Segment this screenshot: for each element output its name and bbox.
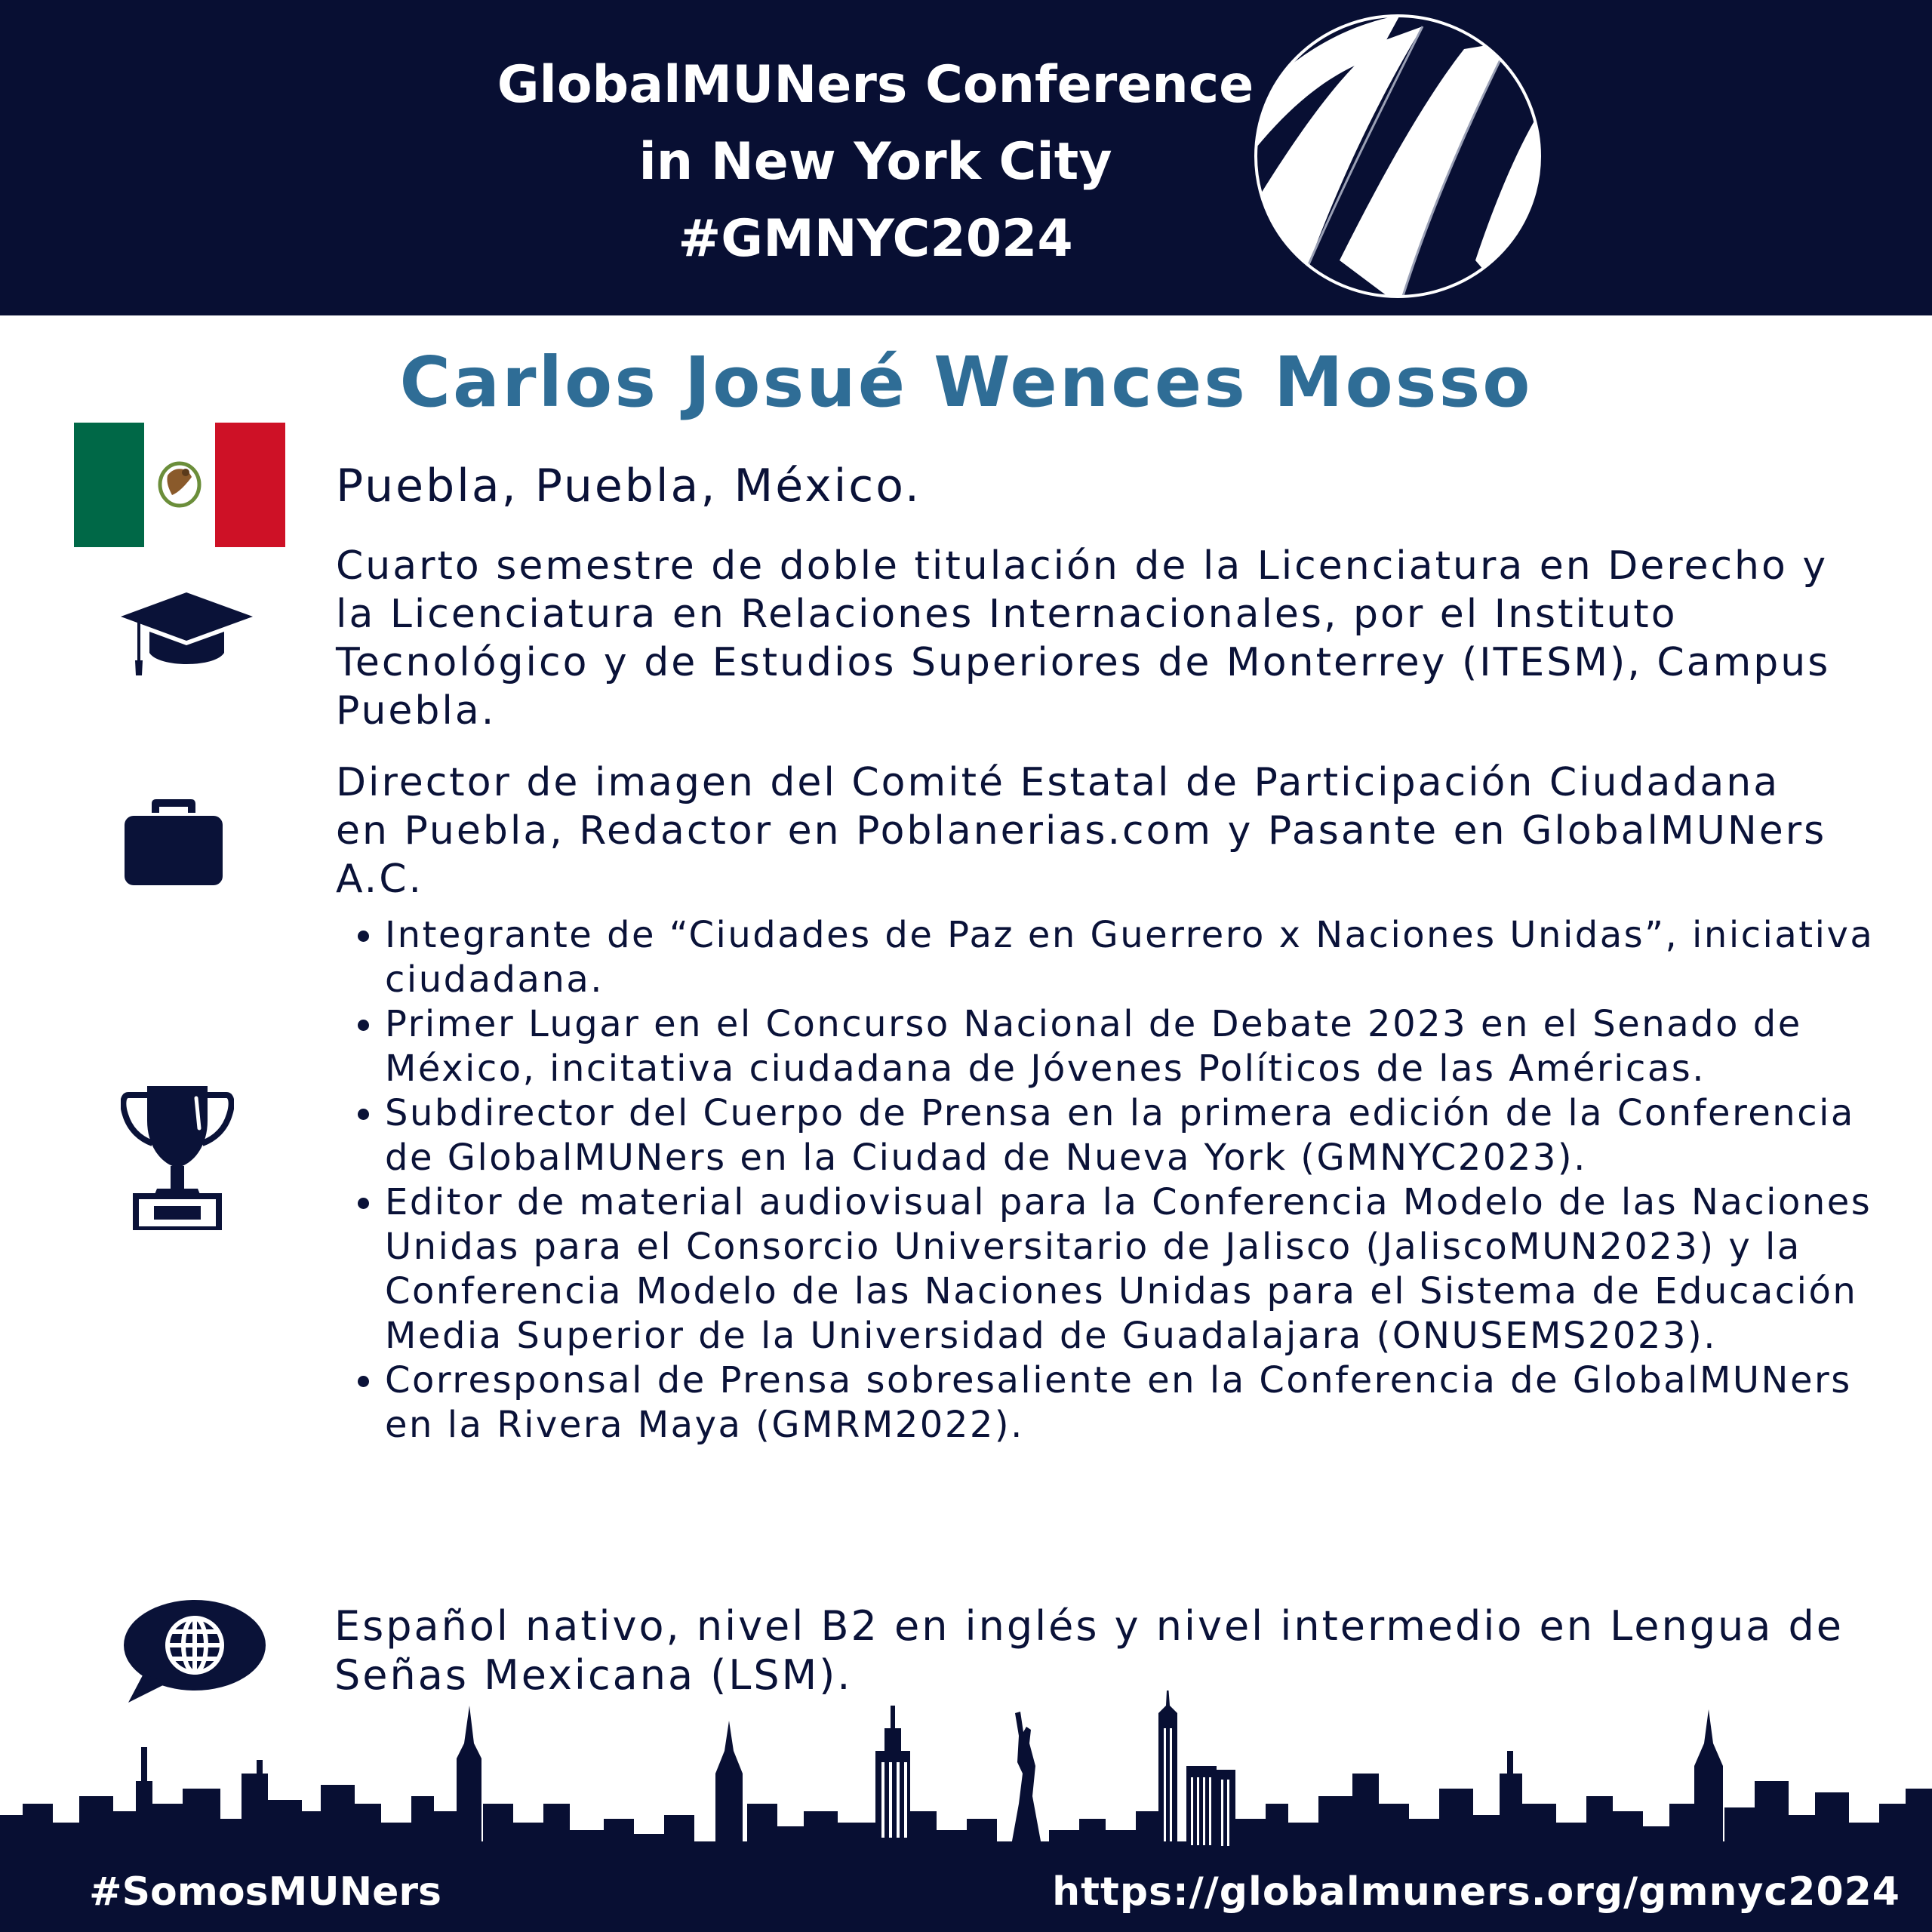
languages-text: Español nativo, nivel B2 en inglés y nivel intermedio en Lengua de Señas Mexicana (LSM). (334, 1602, 1844, 1699)
conference-title-line-1: GlobalMUNers Conference (497, 55, 1254, 115)
achievements-list (343, 913, 1902, 1447)
list-item: • Editor de material audiovisual para la Conferencia Modelo de las Naciones Unidas para el Consorcio Universitario de Jalisco (JaliscoMUN2023) y la Conferencia Modelo de las Naciones Unidas para el Sistema de Educación Media Superior de la Universidad de Guadalajara (ONUSEMS2023). (385, 1180, 1902, 1358)
location-text: Puebla, Puebla, México. (336, 460, 921, 512)
list-item: • Subdirector del Cuerpo de Prensa en la primera edición de la Conferencia de GlobalMUNers en la Ciudad de Nueva York (GMNYC2023). (385, 1091, 1902, 1180)
briefcase-icon (125, 796, 223, 887)
list-item: • Primer Lugar en el Concurso Nacional de Debate 2023 en el Senado de México, incitativa ciudadana de Jóvenes Políticos de las Américas. (385, 1002, 1902, 1091)
list-item: • Integrante de “Ciudades de Paz en Guerrero x Naciones Unidas”, iniciativa ciudadana. (385, 913, 1902, 1002)
footer-hashtag: #SomosMUNers (89, 1869, 441, 1915)
list-item: • Corresponsal de Prensa sobresaliente en la Conferencia de GlobalMUNers en la Rivera Maya (GMRM2022). (385, 1358, 1902, 1447)
footer-url-link[interactable]: https://globalmuners.org/gmnyc2024 (1052, 1869, 1900, 1915)
globe-speech-bubble-icon (121, 1598, 268, 1704)
conference-hashtag: #GMNYC2024 (678, 209, 1073, 269)
participant-name: Carlos Josué Wences Mosso (399, 342, 1533, 423)
conference-title (423, 47, 1328, 278)
header-banner (0, 0, 1932, 315)
work-text: Director de imagen del Comité Estatal de Participación Ciudadana en Puebla, Redactor en Poblanerias.com y Pasante en GlobalMUNers A.C. (336, 760, 1827, 902)
mexico-flag-icon (74, 423, 285, 547)
globalmuners-logo-icon (1249, 11, 1547, 302)
trophy-icon (121, 1083, 234, 1230)
graduation-cap-icon (121, 592, 253, 679)
education-text: Cuarto semestre de doble titulación de la Licenciatura en Derecho y la Licenciatura en Relaciones Internacionales, por el Instituto Tecnológico y de Estudios Superiores de Monterrey (ITESM), Campus Puebla. (336, 543, 1831, 734)
conference-title-line-2: in New York City (638, 132, 1112, 192)
